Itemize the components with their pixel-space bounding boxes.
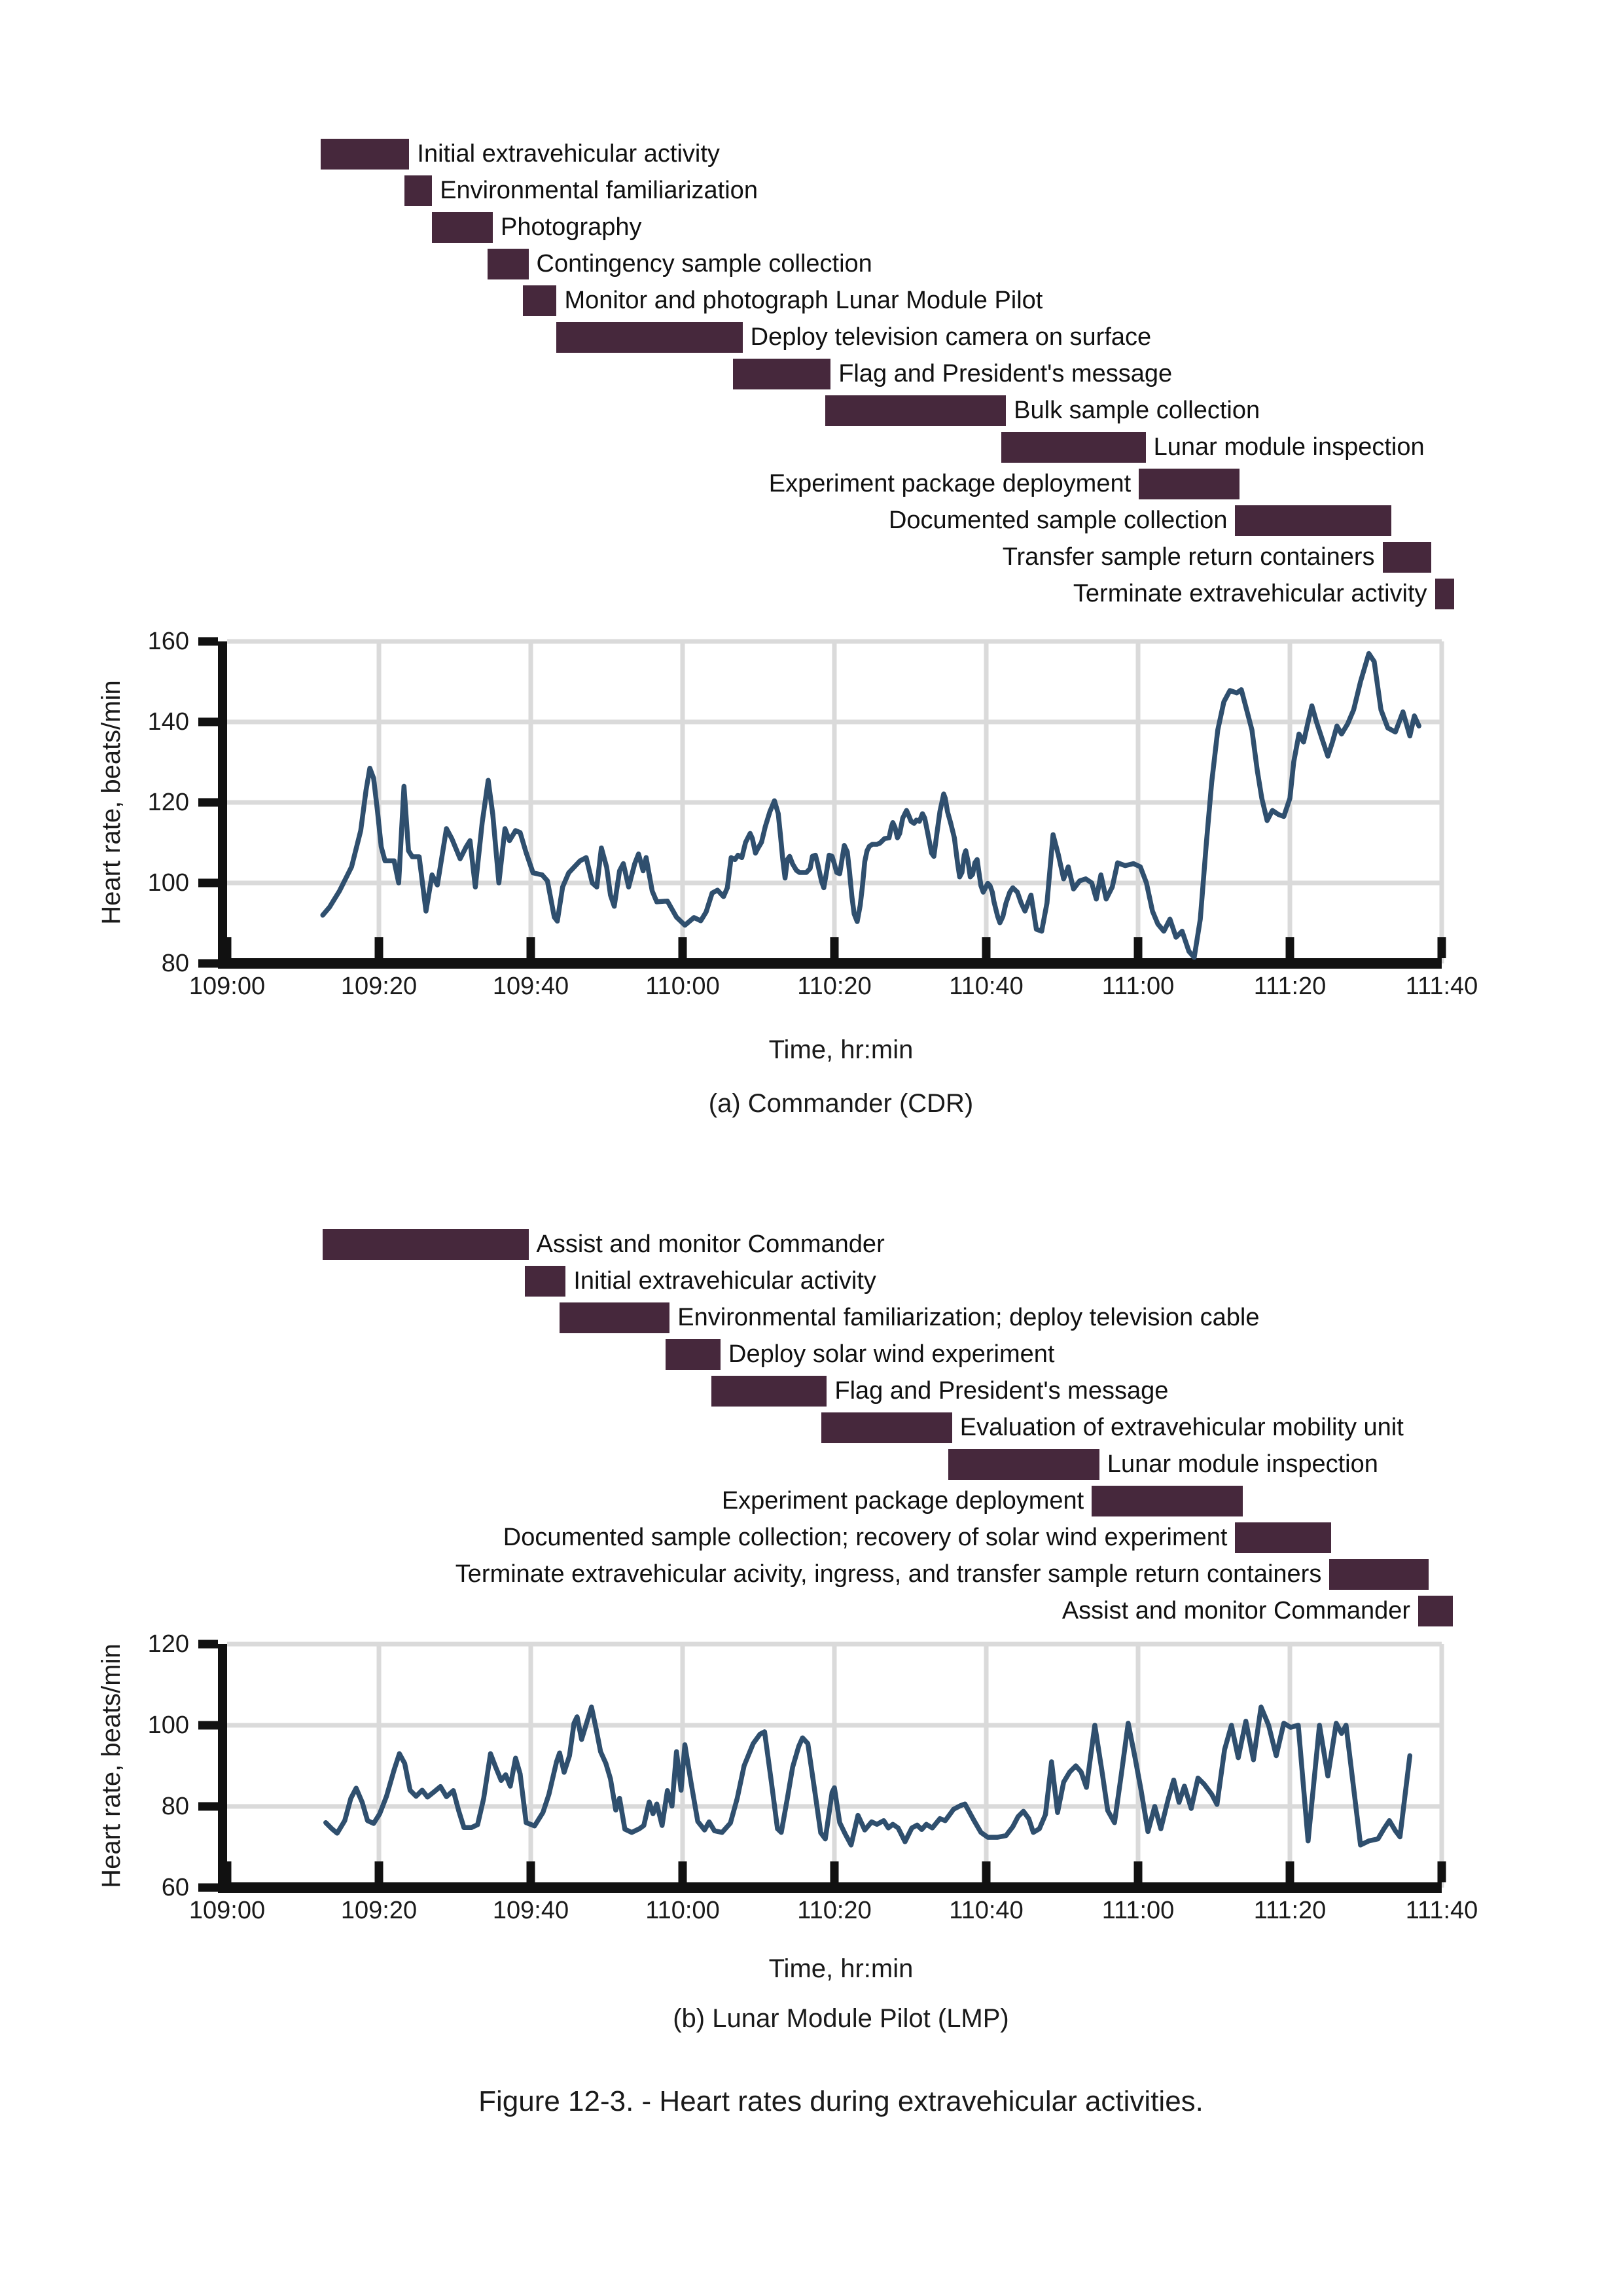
x-tick-label: 110:00 — [645, 973, 720, 1000]
activity-label: Experiment package deployment — [768, 470, 1132, 497]
x-tick — [982, 1861, 991, 1882]
activity-bar — [432, 212, 493, 243]
activity-label: Terminate extravehicular activity — [1073, 580, 1427, 607]
x-tick — [527, 1861, 535, 1882]
y-tick — [198, 1721, 218, 1730]
x-tick-label: 110:20 — [797, 1897, 872, 1924]
x-tick-label: 109:00 — [188, 973, 266, 1000]
figure-caption: Figure 12-3. - Heart rates during extravehicular activities. — [478, 2085, 1204, 2117]
activity-label: Assist and monitor Commander — [1061, 1597, 1411, 1624]
activity-bar — [1383, 542, 1431, 573]
activity-bar — [821, 1412, 952, 1443]
activity-bar — [1329, 1559, 1429, 1590]
activity-bar — [404, 175, 432, 206]
sub-caption-cdr: (a) Commander (CDR) — [708, 1089, 974, 1118]
x-tick-label: 110:20 — [797, 973, 872, 1000]
y-tick — [198, 1640, 218, 1649]
activity-label: Initial extravehicular activity — [573, 1267, 876, 1295]
activity-label: Lunar module inspection — [1153, 433, 1425, 461]
y-axis-title-lmp: Heart rate, beats/min — [97, 1643, 126, 1888]
activity-bar — [733, 359, 831, 389]
x-tick-label: 111:20 — [1253, 973, 1327, 1000]
x-tick-label: 110:40 — [949, 1897, 1024, 1924]
x-tick-label: 109:40 — [492, 1897, 569, 1924]
activity-bar — [488, 249, 529, 279]
x-tick-label: 111:40 — [1405, 973, 1478, 1000]
y-tick-label: 80 — [161, 1793, 189, 1820]
activity-label: Deploy solar wind experiment — [728, 1340, 1055, 1368]
y-tick-label: 100 — [147, 1712, 189, 1739]
x-tick-label: 111:20 — [1253, 1897, 1327, 1924]
x-tick-label: 111:00 — [1101, 973, 1175, 1000]
y-axis-title-cdr: Heart rate, beats/min — [97, 680, 126, 925]
y-tick — [198, 637, 218, 646]
y-tick-label: 80 — [161, 950, 189, 977]
x-tick — [679, 937, 687, 958]
activity-label: Initial extravehicular activity — [417, 140, 720, 168]
y-axis-line — [218, 641, 227, 969]
activity-label: Documented sample collection — [888, 507, 1228, 534]
activity-label: Assist and monitor Commander — [536, 1230, 885, 1258]
activity-bar — [523, 285, 556, 316]
activity-bar — [556, 322, 742, 353]
y-tick — [198, 1884, 218, 1892]
x-tick — [1134, 937, 1143, 958]
activity-label: Transfer sample return containers — [1002, 543, 1375, 571]
activity-bar — [525, 1266, 566, 1297]
activity-label: Contingency sample collection — [536, 250, 872, 278]
activity-label: Deploy television camera on surface — [750, 323, 1152, 351]
heart-rate-line — [323, 654, 1419, 958]
x-tick-label: 110:00 — [645, 1897, 720, 1924]
activity-label: Terminate extravehicular acivity, ingress, and transfer sample return containers — [455, 1560, 1322, 1588]
activity-label: Experiment package deployment — [721, 1487, 1084, 1515]
y-tick — [198, 1803, 218, 1811]
x-axis-title-lmp: Time, hr:min — [768, 1954, 914, 1983]
y-tick-label: 140 — [147, 708, 189, 736]
activity-bar — [1418, 1596, 1453, 1626]
activity-label: Photography — [501, 213, 642, 241]
activity-label: Flag and President's message — [838, 360, 1173, 387]
y-tick — [198, 879, 218, 888]
y-tick-label: 60 — [161, 1874, 189, 1901]
x-axis-line — [218, 1882, 1442, 1893]
x-tick — [830, 1861, 839, 1882]
y-tick-label: 120 — [147, 789, 189, 816]
activity-bar — [1092, 1486, 1243, 1516]
y-tick-label: 100 — [147, 869, 189, 897]
x-axis-line — [218, 958, 1442, 969]
activity-label: Environmental familiarization; deploy television cable — [677, 1304, 1260, 1331]
y-tick — [198, 718, 218, 726]
activity-bar — [825, 395, 1006, 426]
y-tick-label: 160 — [147, 628, 189, 655]
x-tick — [1438, 937, 1446, 958]
activity-bar — [1235, 1522, 1330, 1553]
x-tick-label: 111:40 — [1405, 1897, 1478, 1924]
activity-bar — [1139, 469, 1240, 499]
activity-label: Environmental familiarization — [440, 177, 758, 204]
activity-bar — [666, 1339, 721, 1370]
sub-caption-lmp: (b) Lunar Module Pilot (LMP) — [673, 2004, 1009, 2033]
x-tick-label: 110:40 — [949, 973, 1024, 1000]
activity-bar — [321, 139, 410, 170]
y-tick — [198, 798, 218, 807]
heart-rate-line — [326, 1707, 1410, 1845]
activity-label: Flag and President's message — [834, 1377, 1169, 1405]
activity-bar — [323, 1229, 528, 1260]
activity-bar — [948, 1449, 1099, 1480]
y-tick-label: 120 — [147, 1630, 189, 1658]
x-tick — [1438, 1861, 1446, 1882]
x-tick-label: 109:40 — [492, 973, 569, 1000]
x-tick — [223, 937, 232, 958]
x-tick — [375, 937, 383, 958]
activity-bar — [1435, 579, 1454, 609]
x-tick-label: 109:20 — [340, 1897, 418, 1924]
x-axis-title-cdr: Time, hr:min — [768, 1035, 914, 1064]
x-tick — [1286, 937, 1294, 958]
x-tick — [982, 937, 991, 958]
x-tick-label: 109:00 — [188, 1897, 266, 1924]
activity-label: Evaluation of extravehicular mobility unit — [959, 1414, 1404, 1441]
x-tick — [830, 937, 839, 958]
activity-bar — [560, 1302, 669, 1333]
x-tick — [375, 1861, 383, 1882]
activity-label: Documented sample collection; recovery of solar wind experiment — [503, 1524, 1228, 1551]
x-tick — [223, 1861, 232, 1882]
activity-bar — [711, 1376, 827, 1407]
y-tick — [198, 960, 218, 968]
activity-label: Lunar module inspection — [1107, 1450, 1378, 1478]
x-tick — [679, 1861, 687, 1882]
activity-label: Monitor and photograph Lunar Module Pilot — [564, 287, 1043, 314]
y-axis-line — [218, 1644, 227, 1893]
activity-bar — [1235, 505, 1391, 536]
x-tick-label: 109:20 — [340, 973, 418, 1000]
x-tick — [1134, 1861, 1143, 1882]
x-tick — [527, 937, 535, 958]
activity-label: Bulk sample collection — [1014, 397, 1260, 424]
x-tick-label: 111:00 — [1101, 1897, 1175, 1924]
activity-bar — [1001, 432, 1145, 463]
x-tick — [1286, 1861, 1294, 1882]
